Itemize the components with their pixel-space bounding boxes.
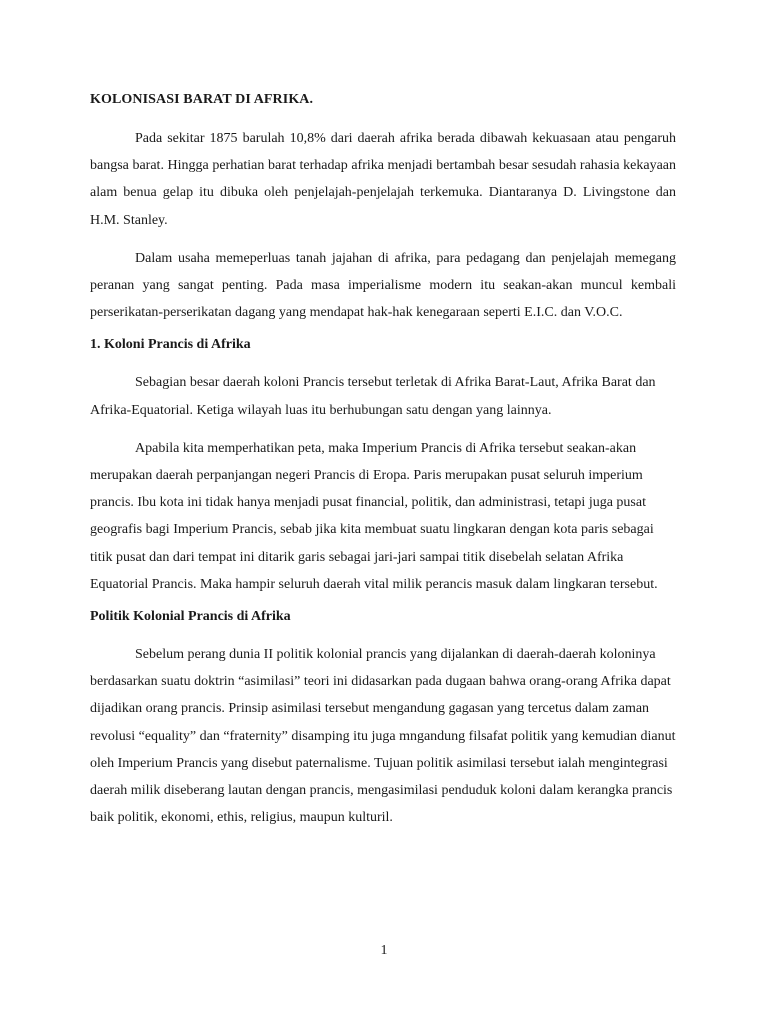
section1-paragraph-1: Sebagian besar daerah koloni Prancis tersebut terletak di Afrika Barat-Laut, Afrika Barat dan Afrika-Equatorial. Ketiga wilayah luas itu berhubungan satu dengan yang lainnya. — [90, 375, 656, 418]
section1-paragraph-2: Apabila kita memperhatikan peta, maka Imperium Prancis di Afrika tersebut seakan-akan merupakan daerah perpanjangan negeri Prancis di Eropa. Paris merupakan pusat seluruh imperium prancis. Ibu kota ini tidak hanya menjadi pusat financial, politik, dan administrasi, tetapi juga pusat geografis bagi Imperium Prancis, sebab jika kita membuat suatu lingkaran dengan kota paris sebagai titik pusat dan dari tempat ini ditarik garis sebagai jari-jari sampai titik disebelah selatan Afrika Equatorial Prancis. Maka hampir seluruh daerah vital milik perancis masuk dalam lingkaran tersebut. — [90, 440, 658, 592]
section2-paragraph-1: Sebelum perang dunia II politik kolonial prancis yang dijalankan di daerah-daerah koloninya berdasarkan suatu doktrin “asimilasi” teori ini didasarkan pada dugaan bahwa orang-orang Afrika dapat dijadikan orang prancis. Prinsip asimilasi tersebut mengandung gagasan yang tercetus dalam zaman revolusi “equality” dan “fraternity” disamping itu juga mngandung filsafat politik yang kemudian dianut oleh Imperium Prancis yang disebut paternalisme. Tujuan politik asimilasi tersebut ialah mengintegrasi daerah milik diseberang lautan dengan prancis, mengasimilasi penduduk koloni dalam kerangka prancis baik politik, ekonomi, ethis, religius, maupun kulturil. — [90, 647, 676, 826]
document-title: KOLONISASI BARAT DI AFRIKA. — [90, 92, 314, 107]
page-number: 1 — [380, 943, 388, 958]
section-heading-koloni-prancis: 1. Koloni Prancis di Afrika — [90, 337, 251, 353]
document-page — [90, 92, 676, 842]
section-heading-politik-kolonial: Politik Kolonial Prancis di Afrika — [90, 609, 291, 625]
intro-paragraph-1: Pada sekitar 1875 barulah 10,8% dari daerah afrika berada dibawah kekuasaan atau pengaruh bangsa barat. Hingga perhatian barat terhadap afrika menjadi bertambah besar sesudah rahasia kekayaan alam benua gelap itu dibuka oleh penjelajah-penjelajah terkemuka. Diantaranya D. Livingstone dan H.M. Stanley. — [90, 131, 676, 228]
intro-paragraph-2: Dalam usaha memeperluas tanah jajahan di afrika, para pedagang dan penjelajah memegang peranan yang sangat penting. Pada masa imperialisme modern itu seakan-akan muncul kembali perserikatan-perserikatan dagang yang mendapat hak-hak kenegaraan seperti E.I.C. dan V.O.C. — [90, 250, 676, 321]
